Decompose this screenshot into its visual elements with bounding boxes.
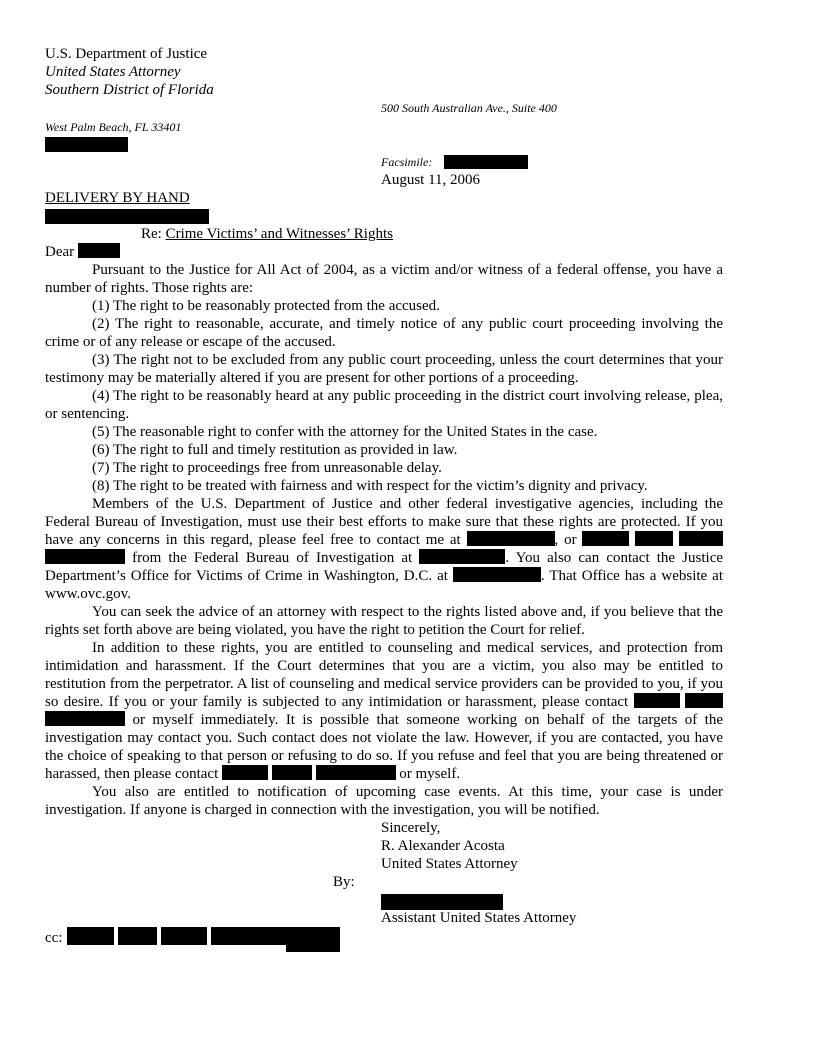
district-name: Southern District of Florida: [45, 82, 214, 98]
re-line: [141, 225, 393, 243]
redacted-phone-fbi: [419, 549, 505, 564]
addition-text-1: In addition to these rights, you are entitled to counseling and medical services, and protection from intimidation and harassment. If the Court determines that you are a victim, you also may be entitled to restitution from the perpetrator. A list of counseling and medical service providers can be provided to you, if you so desire. If you or your family is subjected to any intimidation or harassment, please contact: [45, 640, 723, 710]
right-item-4: (4) The right to be reasonably heard at any public proceeding in the district court involving release, plea, or sentencing.: [45, 388, 723, 422]
re-label: Re:: [141, 226, 162, 242]
redacted-contact-d: [222, 765, 268, 780]
letter-date: August 11, 2006: [381, 172, 481, 188]
by-label: By:: [333, 874, 355, 890]
redacted-phone-ovc: [453, 567, 541, 582]
members-text-4: . You also can contact the Justice Department’s Office for Victims of Crime in Washington, D.C. at: [45, 550, 724, 584]
right-item-6: (6) The right to full and timely restitution as provided in law.: [92, 442, 458, 458]
right-item-8: (8) The right to be treated with fairness and with respect for the victim’s dignity and privacy.: [92, 478, 648, 494]
fax-label: Facsimile:: [381, 155, 433, 169]
members-text-1: Members of the U.S. Department of Justice and other federal investigative agencies, including the Federal Bureau of Investigation, must use their best efforts to make sure that these rights are protected. If you have any concerns in this regard, please feel free to contact me at: [45, 496, 723, 548]
ausa-title: Assistant United States Attorney: [381, 910, 577, 926]
redacted-phone-ausa: [467, 531, 555, 546]
cc-label: cc:: [45, 930, 63, 946]
addition-paragraph: [45, 639, 723, 783]
redacted-fax: [444, 155, 528, 169]
address-street: 500 South Australian Ave., Suite 400: [381, 101, 557, 115]
advice-paragraph: You can seek the advice of an attorney with respect to the rights listed above and, if you believe that the rights set forth above are being violated, you have the right to petition the Court for relief.: [45, 604, 723, 638]
redacted-cc-3: [161, 927, 207, 945]
intro-paragraph: Pursuant to the Justice for All Act of 2004, as a victim and/or witness of a federal offense, you have a number of rights. Those rights are:: [45, 262, 723, 296]
redacted-cc-2: [118, 927, 157, 945]
redacted-contact-c: [45, 711, 125, 726]
notification-paragraph: You also are entitled to notification of upcoming case events. At this time, your case is under investigation. If anyone is charged in connection with the investigation, you will be notified.: [45, 784, 723, 818]
closing-sincerely: Sincerely,: [381, 820, 441, 836]
members-text-2: , or: [554, 532, 577, 548]
redacted-agent-name-b: [45, 549, 125, 564]
redacted-ausa-signature: [381, 894, 503, 910]
delivery-method: DELIVERY BY HAND: [45, 190, 190, 206]
redacted-agent-first: [635, 531, 673, 546]
redacted-contact-b: [685, 693, 723, 708]
redacted-phone: [45, 137, 128, 152]
signer-title: United States Attorney: [381, 856, 518, 872]
redacted-recipient-name: [78, 243, 120, 258]
redacted-contact-f: [316, 765, 396, 780]
members-text-3: from the Federal Bureau of Investigation at: [132, 550, 413, 566]
redacted-cc-1: [67, 927, 114, 945]
addition-text-2: or myself immediately. It is possible that someone working on behalf of the targets of the investigation may contact you. Such contact does not violate the law. However, if you are contacted, you have the choice of speaking to that person or refusing to do so. If you refuse and feel that you are being threatened or harassed, then please contact: [45, 712, 723, 782]
redacted-cc-5: [286, 940, 340, 952]
office-name: United States Attorney: [45, 64, 181, 80]
right-item-2: (2) The right to reasonable, accurate, and timely notice of any public court proceeding involving the crime or of any release or escape of the accused.: [45, 316, 723, 350]
right-item-7: (7) The right to proceedings free from unreasonable delay.: [92, 460, 442, 476]
department-name: U.S. Department of Justice: [45, 46, 208, 62]
right-item-3: (3) The right not to be excluded from any public court proceeding, unless the court determines that your testimony may be materially altered if you are present for other portions of a proceeding.: [45, 352, 723, 386]
re-subject: Crime Victims’ and Witnesses’ Rights: [165, 226, 393, 242]
addition-text-3: or myself.: [399, 766, 461, 782]
redacted-agent-title: [582, 531, 629, 546]
right-item-1: (1) The right to be reasonably protected from the accused.: [92, 298, 440, 314]
redacted-contact-e: [272, 765, 312, 780]
address-city: West Palm Beach, FL 33401: [45, 120, 182, 134]
members-paragraph: [45, 495, 723, 603]
salutation: [45, 243, 120, 261]
salutation-text: Dear: [45, 244, 75, 260]
signer-name: R. Alexander Acosta: [381, 838, 505, 854]
members-text-5: . That Office has a website at www.ovc.gov.: [45, 568, 723, 602]
redacted-addressee: [45, 209, 209, 224]
right-item-5: (5) The reasonable right to confer with the attorney for the United States in the case.: [92, 424, 598, 440]
redacted-agent-name-a: [679, 531, 723, 546]
redacted-contact-a: [634, 693, 680, 708]
